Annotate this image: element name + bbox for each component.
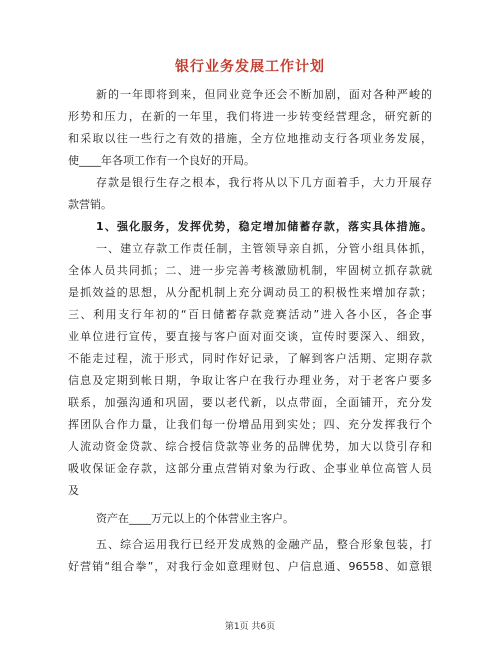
section-heading: 1、强化服务，发挥优势，稳定增加储蓄存款，落实具体措施。 [96,220,432,233]
paragraph-line: 和采取以往一些行之有效的措施，全方位地推动支行各项业务发展， [68,132,432,145]
paragraph-line: 全体人员共同抓；二、进一步完善考核激励机制，牢固树立抓存款就 [68,264,432,277]
paragraph-line: 好营销“组合拳”，对我行金如意理财包、户信息通、96558、如意银 [68,560,432,573]
paragraph-line: 三、利用支行年初的“百日储蓄存款竞赛活动”进入各小区，各企事 [68,308,432,321]
paragraph-line: 联系，加强沟通和巩固，要以老代新，以点带面，全面铺开，充分发 [68,396,432,409]
paragraph-line: 是抓效益的思想，从分配机制上充分调动员工的积极性来增加存款； [68,286,432,299]
paragraph-line: 不能走过程，流于形式，同时作好记录，了解到客户活期、定期存款 [68,352,432,365]
paragraph-line: 信息及定期到帐日期，争取让客户在我行办理业务，对于老客户要多 [68,374,432,387]
document-title: 银行业务发展工作计划 [175,59,325,75]
paragraph-line: 使____年各项工作有一个良好的开局。 [68,154,255,167]
paragraph-line: 及 [68,484,79,497]
paragraph-line: 资产在____万元以上的个体营业主客户。 [96,512,294,525]
paragraph-line: 款营销。 [68,198,112,211]
paragraph-line: 五、综合运用我行已经开发成熟的金融产品，整合形象包装，打 [96,538,432,551]
paragraph-line: 人流动资金贷款、综合授信贷款等业务的品牌优势，加大以贷引存和 [68,440,432,453]
paragraph-line: 新的一年即将到来，但同业竞争还会不断加剧，面对各种严峻的 [96,88,432,101]
paragraph-line: 挥团队合作力量，让我们每一份增品用到实处；四、充分发挥我行个 [68,418,432,431]
paragraph-line: 业单位进行宣传，要直接与客户面对面交谈，宣传时要深入、细致， [68,330,432,343]
paragraph-line: 形势和压力，在新的一年里，我们将进一步转变经营理念，研究新的 [68,110,432,123]
page-footer: 第1页 共6页 [224,622,276,632]
paragraph-line: 存款是银行生存之根本，我行将从以下几方面着手，大力开展存 [96,176,432,189]
paragraph-line: 吸收保证金存款，这部分重点营销对象为行政、企事业单位高管人员 [68,462,432,475]
paragraph-line: 一、建立存款工作责任制，主管领导亲自抓，分管小组具体抓， [96,242,432,255]
